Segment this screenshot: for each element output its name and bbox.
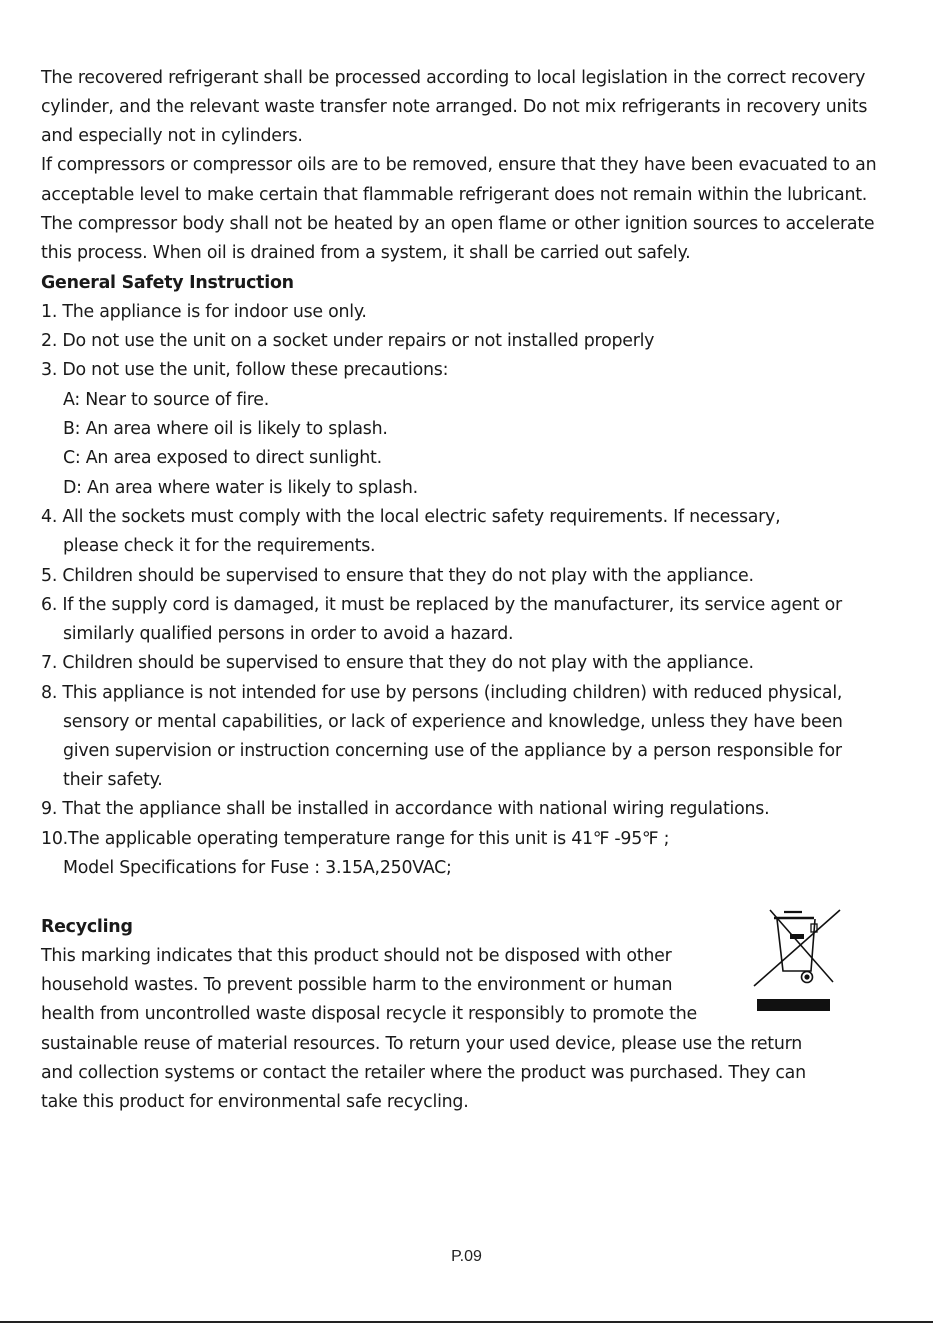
- safety-subitem: D: An area where water is likely to splash.: [63, 478, 418, 498]
- intro-line: acceptable level to make certain that flammable refrigerant does not remain within the lubricant.: [41, 185, 868, 205]
- safety-item: 4. All the sockets must comply with the local electric safety requirements. If necessary,: [41, 507, 781, 527]
- intro-line: cylinder, and the relevant waste transfer note arranged. Do not mix refrigerants in recovery units: [41, 97, 868, 117]
- intro-line: The compressor body shall not be heated by an open flame or other ignition sources to accelerate: [41, 214, 875, 234]
- intro-line: The recovered refrigerant shall be processed according to local legislation in the correct recovery: [41, 68, 866, 88]
- safety-item-continuation: similarly qualified persons in order to avoid a hazard.: [63, 624, 514, 644]
- intro-line: If compressors or compressor oils are to be removed, ensure that they have been evacuated to an: [41, 155, 877, 175]
- safety-item: 10.The applicable operating temperature range for this unit is 41℉ -95℉ ;: [41, 829, 670, 849]
- recycling-line: and collection systems or contact the retailer where the product was purchased. They can: [41, 1063, 806, 1083]
- safety-item-continuation: please check it for the requirements.: [63, 536, 376, 556]
- safety-item: 7. Children should be supervised to ensure that they do not play with the appliance.: [41, 653, 754, 673]
- safety-item: 6. If the supply cord is damaged, it must be replaced by the manufacturer, its service agent or: [41, 595, 842, 615]
- intro-line: this process. When oil is drained from a system, it shall be carried out safely.: [41, 243, 691, 263]
- recycling-line: This marking indicates that this product should not be disposed with other: [41, 946, 672, 966]
- recycling-line: take this product for environmental safe recycling.: [41, 1092, 469, 1112]
- safety-item-continuation: their safety.: [63, 770, 163, 790]
- safety-subitem: A: Near to source of fire.: [63, 390, 270, 410]
- safety-heading: General Safety Instruction: [41, 273, 294, 293]
- safety-item: 2. Do not use the unit on a socket under repairs or not installed properly: [41, 331, 655, 351]
- intro-line: and especially not in cylinders.: [41, 126, 303, 146]
- safety-subitem: B: An area where oil is likely to splash.: [63, 419, 388, 439]
- crossed-out-wheeled-bin-icon: [748, 906, 842, 1014]
- safety-item: 8. This appliance is not intended for use by persons (including children) with reduced physical,: [41, 683, 843, 703]
- recycling-heading: Recycling: [41, 917, 133, 937]
- safety-item: 1. The appliance is for indoor use only.: [41, 302, 367, 322]
- safety-item: 5. Children should be supervised to ensure that they do not play with the appliance.: [41, 566, 754, 586]
- safety-item: 9. That the appliance shall be installed in accordance with national wiring regulations.: [41, 799, 770, 819]
- recycling-line: household wastes. To prevent possible harm to the environment or human: [41, 975, 673, 995]
- safety-item-continuation: given supervision or instruction concerning use of the appliance by a person responsible for: [63, 741, 842, 761]
- safety-item: 3. Do not use the unit, follow these precautions:: [41, 360, 449, 380]
- safety-subitem: C: An area exposed to direct sunlight.: [63, 448, 382, 468]
- safety-item-continuation: sensory or mental capabilities, or lack of experience and knowledge, unless they have been: [63, 712, 843, 732]
- bottom-rule: [0, 1321, 933, 1323]
- fuse-spec: Model Specifications for Fuse : 3.15A,250VAC;: [63, 858, 452, 878]
- page-number: P.09: [451, 1248, 482, 1265]
- recycling-line: sustainable reuse of material resources. To return your used device, please use the return: [41, 1034, 803, 1054]
- recycling-line: health from uncontrolled waste disposal recycle it responsibly to promote the: [41, 1004, 697, 1024]
